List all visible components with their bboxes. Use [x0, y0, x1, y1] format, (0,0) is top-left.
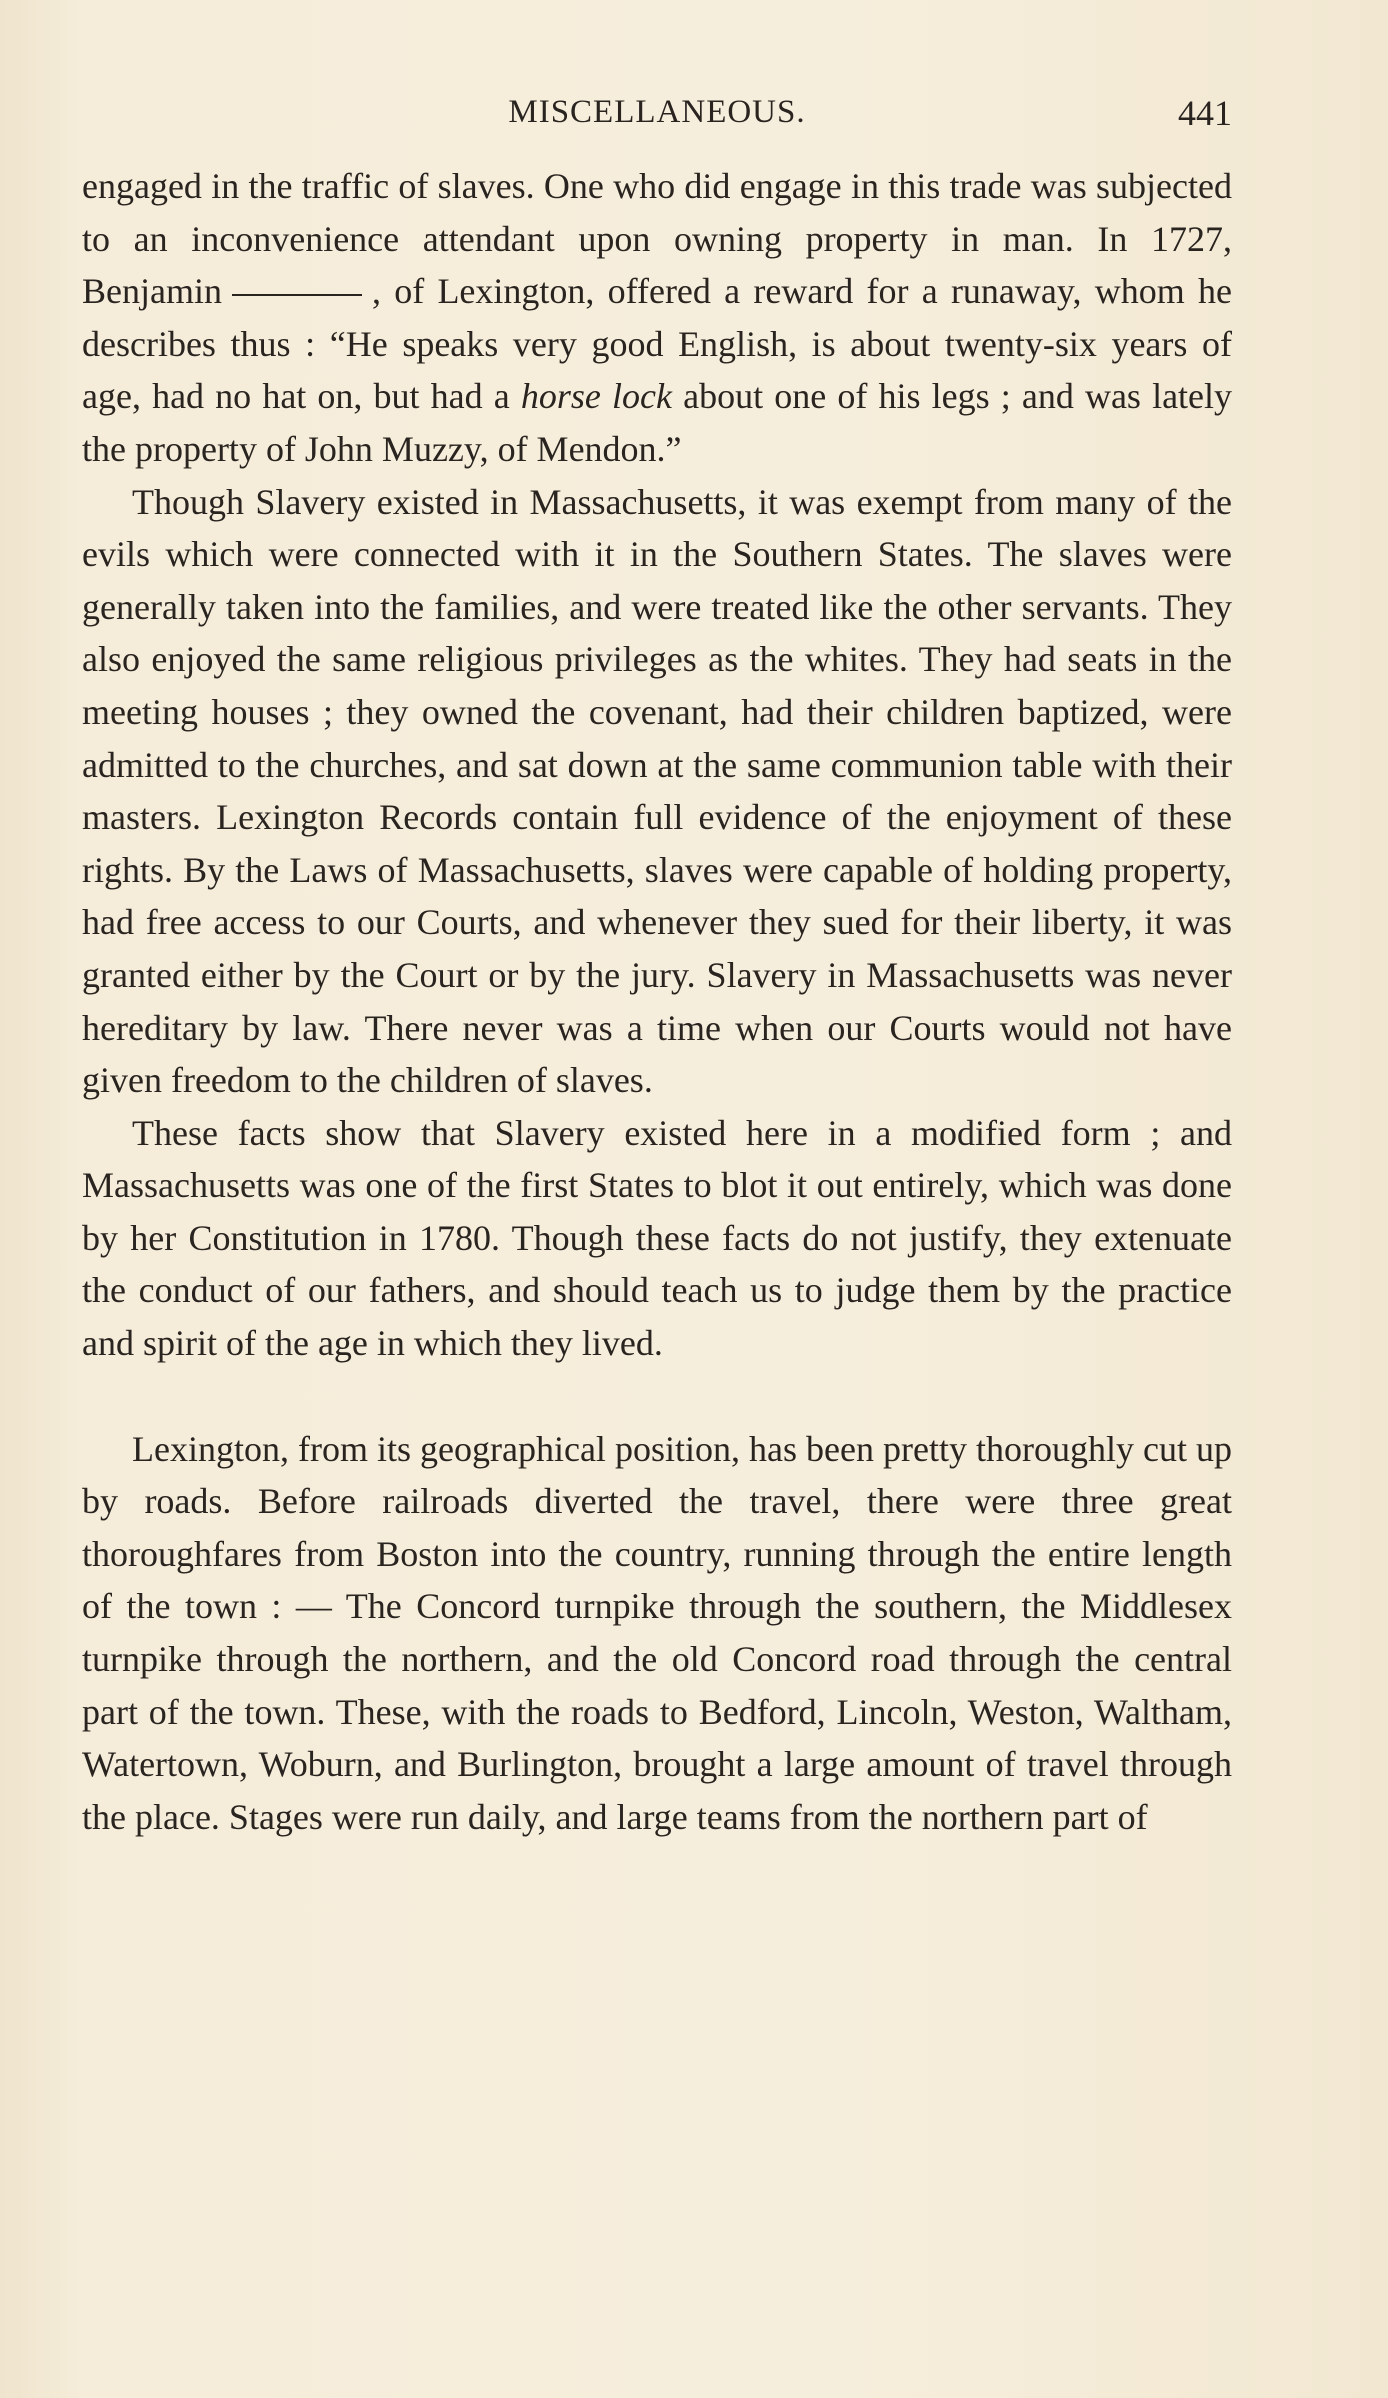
- page-header: [82, 88, 1232, 138]
- paragraph-text: about one of his legs ; and was lately the property of John Muzzy, of Mendon.”: [82, 376, 1233, 469]
- page-number: 441: [1178, 93, 1232, 133]
- body-text: [82, 160, 1232, 1843]
- name-omission-dash: [232, 294, 362, 296]
- paragraph-slavery-exempt: Though Slavery existed in Massachusetts, it was exempt from many of the evils which were connected with it in the Southern States. The slaves were generally taken into the families, and were treated like the other servants. They also enjoyed the same religious privileges as the whites. They had seats in the meeting houses ; they owned the covenant, had their children baptized, were admitted to the churches, and sat down at the same communion table with their masters. Lexington Records contain full evidence of the enjoyment of these rights. By the Laws of Massachusetts, slaves were capable of holding property, had free access to our Courts, and whenever they sued for their liberty, it was granted either by the Court or by the jury. Slavery in Massachusetts was never hereditary by law. There never was a time when our Courts would not have given freedom to the children of slaves.: [82, 481, 1232, 1101]
- paragraph-text: engaged in the traffic of slaves. One who did engage in this trade was subjected to an inconvenience attendant upon owning property in man. In 1727, Benjamin: [82, 166, 1232, 312]
- paragraph-continued: [82, 160, 1232, 476]
- paragraph-text: , of Lexington, offered a reward for a runaway, whom he describes thus : “He speaks very good English, is about twenty-six years of age, had no hat on, but had a: [82, 271, 1232, 417]
- paragraph-roads: Lexington, from its geographical position, has been pretty thoroughly cut up by roads. Before railroads diverted the travel, there were three great thoroughfares from Boston into the country, running through the entire length of the town : — The Concord turnpike through the southern, the Middlesex turnpike through the northern, and the old Concord road through the central part of the town. These, with the roads to Bedford, Lincoln, Weston, Waltham, Watertown, Woburn, and Burlington, brought a large amount of travel through the place. Stages were run daily, and large teams from the northern part of: [82, 1428, 1232, 1837]
- italic-phrase: horse lock: [520, 376, 672, 417]
- paragraph-modified-form: These facts show that Slavery existed here in a modified form ; and Massachusetts was one of the first States to blot it out entirely, which was done by her Constitution in 1780. Though these facts do not justify, they extenuate the conduct of our fathers, and should teach us to judge them by the practice and spirit of the age in which they lived.: [82, 1112, 1232, 1364]
- running-head: MISCELLANEOUS.: [508, 94, 806, 130]
